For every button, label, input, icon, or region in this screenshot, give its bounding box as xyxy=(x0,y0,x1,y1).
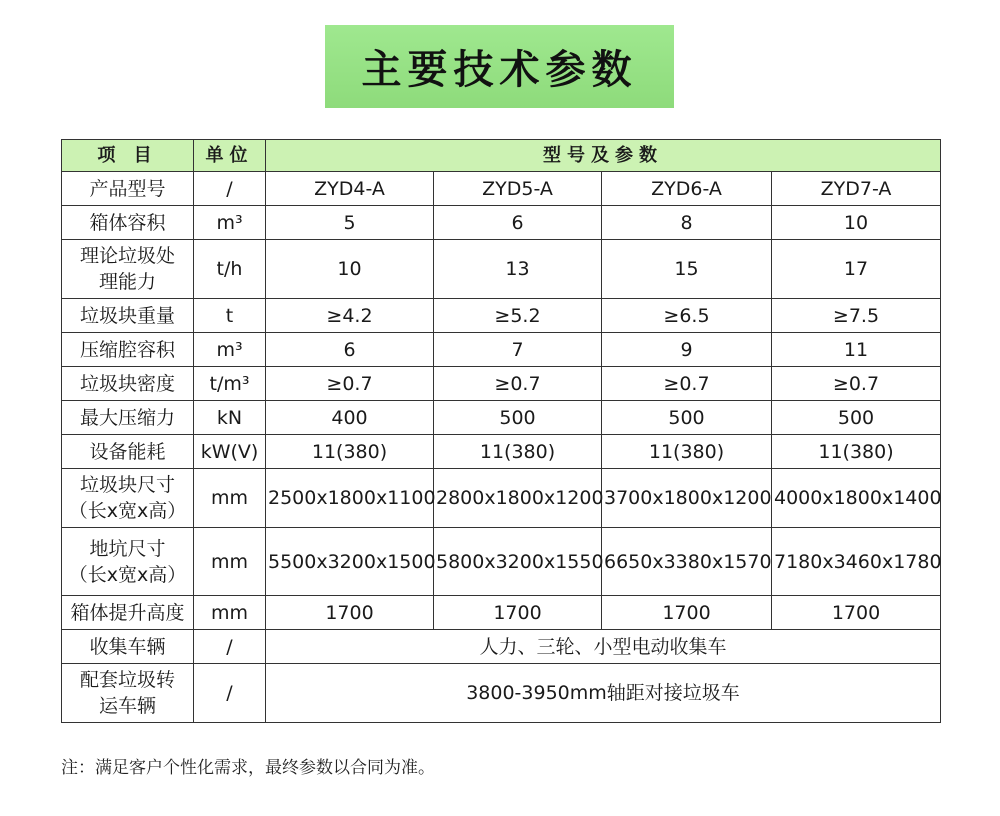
row-unit: mm xyxy=(194,528,266,596)
row-item: 压缩腔容积 xyxy=(62,333,194,367)
table-row xyxy=(62,240,941,299)
table-row xyxy=(62,469,941,528)
row-unit: mm xyxy=(194,469,266,528)
row-merged-value: 3800-3950mm轴距对接垃圾车 xyxy=(266,664,941,723)
table-row xyxy=(62,367,941,401)
row-value: ZYD4-A xyxy=(266,172,434,206)
row-item xyxy=(62,528,194,596)
row-item-line1: 配套垃圾转 xyxy=(79,669,175,691)
row-item xyxy=(62,664,194,723)
row-item-line2: （长x宽x高） xyxy=(68,500,187,522)
row-value: 1700 xyxy=(434,596,602,630)
header-models: 型号及参数 xyxy=(266,140,941,172)
row-value: 8 xyxy=(602,206,772,240)
table-header-row xyxy=(62,140,941,172)
row-value: 11(380) xyxy=(434,435,602,469)
row-value: 11 xyxy=(772,333,941,367)
footnote: 注：满足客户个性化需求，最终参数以合同为准。 xyxy=(61,758,435,778)
row-value: 5 xyxy=(266,206,434,240)
row-value: ≥6.5 xyxy=(602,299,772,333)
row-unit: / xyxy=(194,630,266,664)
row-value: ≥0.7 xyxy=(602,367,772,401)
row-value: ZYD6-A xyxy=(602,172,772,206)
table-row xyxy=(62,333,941,367)
row-unit: t/h xyxy=(194,240,266,299)
row-item-line2: （长x宽x高） xyxy=(68,563,187,586)
row-value: 2500x1800x1100 xyxy=(266,469,434,528)
page-title: 主要技术参数 xyxy=(361,47,638,93)
row-item: 箱体提升高度 xyxy=(62,596,194,630)
row-value: 2800x1800x1200 xyxy=(434,469,602,528)
row-value: 6 xyxy=(266,333,434,367)
table-row xyxy=(62,664,941,723)
row-unit: / xyxy=(194,172,266,206)
row-unit: kW(V) xyxy=(194,435,266,469)
row-value: 500 xyxy=(602,401,772,435)
row-item xyxy=(62,469,194,528)
row-value: 11(380) xyxy=(772,435,941,469)
table-row xyxy=(62,206,941,240)
header-item: 项 目 xyxy=(62,140,194,172)
row-value: 5500x3200x1500 xyxy=(266,528,434,596)
row-value: 5800x3200x1550 xyxy=(434,528,602,596)
row-value: 10 xyxy=(266,240,434,299)
table-row xyxy=(62,435,941,469)
row-value: ≥4.2 xyxy=(266,299,434,333)
row-item: 垃圾块重量 xyxy=(62,299,194,333)
row-value: ≥0.7 xyxy=(434,367,602,401)
row-value: 500 xyxy=(772,401,941,435)
row-value: ≥0.7 xyxy=(266,367,434,401)
table-row xyxy=(62,630,941,664)
row-value: 1700 xyxy=(266,596,434,630)
row-unit: / xyxy=(194,664,266,723)
row-value: 9 xyxy=(602,333,772,367)
row-unit: m³ xyxy=(194,333,266,367)
row-unit: kN xyxy=(194,401,266,435)
row-value: 15 xyxy=(602,240,772,299)
row-value: 6650x3380x1570 xyxy=(602,528,772,596)
row-item-line1: 理论垃圾处 xyxy=(79,245,175,267)
row-merged-value: 人力、三轮、小型电动收集车 xyxy=(266,630,941,664)
row-value: 7 xyxy=(434,333,602,367)
row-item-line2: 理能力 xyxy=(98,271,156,293)
row-value: 1700 xyxy=(772,596,941,630)
row-item: 最大压缩力 xyxy=(62,401,194,435)
row-value: 11(380) xyxy=(266,435,434,469)
row-item: 箱体容积 xyxy=(62,206,194,240)
row-value: 400 xyxy=(266,401,434,435)
row-value: ZYD7-A xyxy=(772,172,941,206)
row-value: 10 xyxy=(772,206,941,240)
row-item: 产品型号 xyxy=(62,172,194,206)
row-item xyxy=(62,240,194,299)
row-value: 4000x1800x1400 xyxy=(772,469,941,528)
table-row xyxy=(62,596,941,630)
table-row xyxy=(62,299,941,333)
row-item-line1: 垃圾块尺寸 xyxy=(79,474,175,496)
row-value: 500 xyxy=(434,401,602,435)
row-unit: mm xyxy=(194,596,266,630)
row-value: ≥7.5 xyxy=(772,299,941,333)
row-item-line2: 运车辆 xyxy=(98,695,156,717)
row-value: 1700 xyxy=(602,596,772,630)
row-value: 3700x1800x1200 xyxy=(602,469,772,528)
row-item: 设备能耗 xyxy=(62,435,194,469)
row-unit: t/m³ xyxy=(194,367,266,401)
row-value: ≥0.7 xyxy=(772,367,941,401)
header-unit: 单位 xyxy=(194,140,266,172)
row-unit: m³ xyxy=(194,206,266,240)
row-value: 13 xyxy=(434,240,602,299)
row-value: 17 xyxy=(772,240,941,299)
row-item-line1: 地坑尺寸 xyxy=(89,537,166,560)
row-value: 6 xyxy=(434,206,602,240)
table-row xyxy=(62,401,941,435)
row-value: 11(380) xyxy=(602,435,772,469)
title-banner xyxy=(325,25,674,108)
row-value: ≥5.2 xyxy=(434,299,602,333)
table-row xyxy=(62,172,941,206)
table-row xyxy=(62,528,941,596)
row-item: 收集车辆 xyxy=(62,630,194,664)
spec-table xyxy=(61,139,941,723)
row-value: 7180x3460x1780 xyxy=(772,528,941,596)
row-unit: t xyxy=(194,299,266,333)
row-item: 垃圾块密度 xyxy=(62,367,194,401)
row-value: ZYD5-A xyxy=(434,172,602,206)
